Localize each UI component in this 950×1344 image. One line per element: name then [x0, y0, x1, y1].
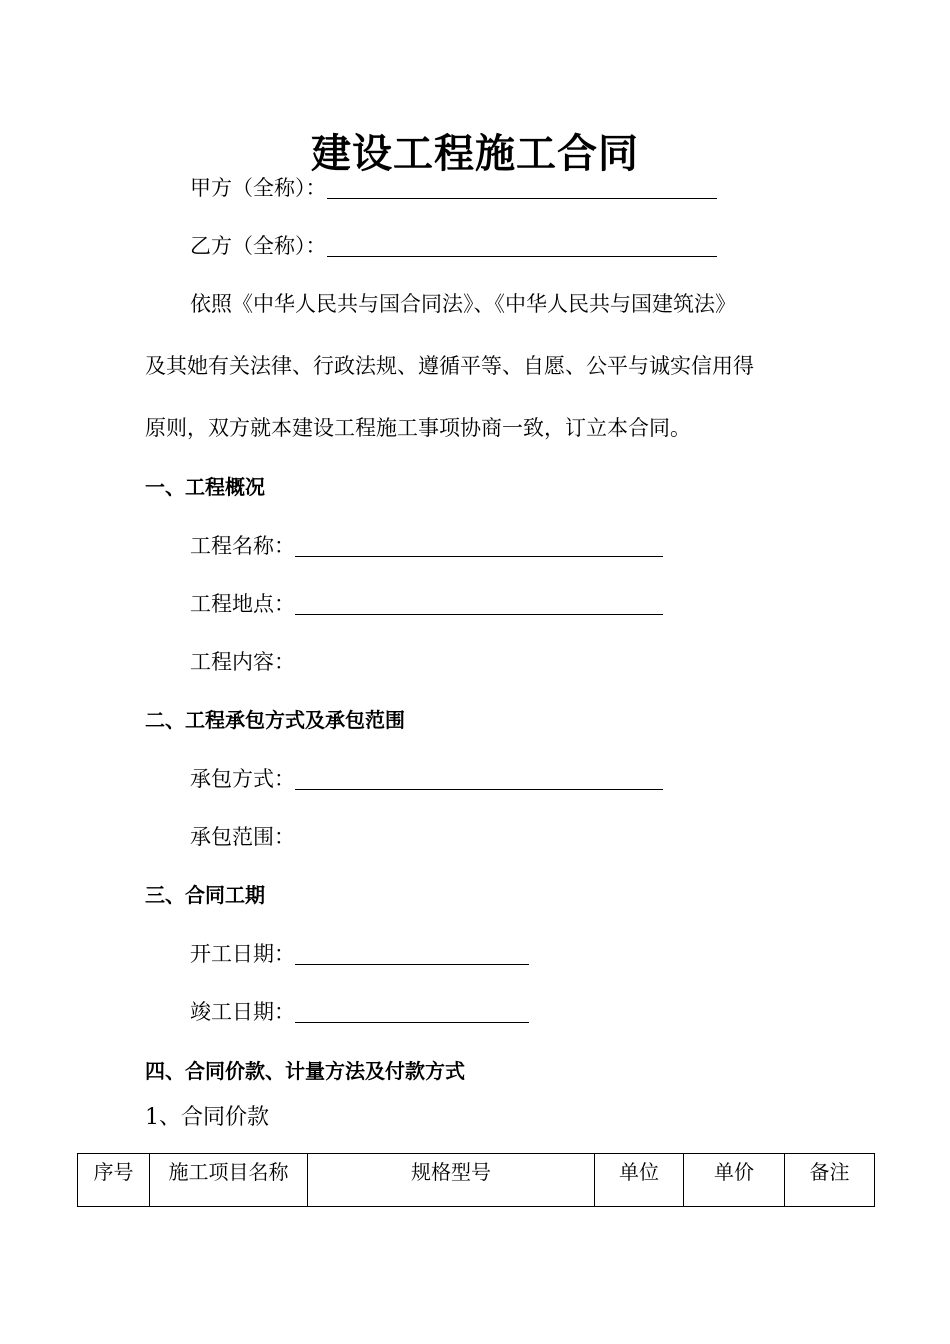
- end-date-line: [190, 997, 529, 1027]
- price-table: [77, 1153, 875, 1207]
- contract-method-label: 承包方式：: [190, 767, 295, 791]
- section3-heading: 三、合同工期: [145, 883, 265, 907]
- project-name-label: 工程名称：: [190, 534, 295, 558]
- end-date-label: 竣工日期：: [190, 1000, 295, 1024]
- party-a-line: [190, 173, 717, 203]
- section4-heading: 四、合同价款、计量方法及付款方式: [145, 1059, 465, 1083]
- section1-heading: 一、工程概况: [145, 475, 265, 499]
- start-date-blank[interactable]: [295, 942, 529, 965]
- col-header-remarks: 备注: [785, 1154, 875, 1207]
- party-a-label: 甲方（全称）：: [190, 176, 327, 200]
- col-header-index: 序号: [78, 1154, 150, 1207]
- table-header-row: [78, 1154, 875, 1207]
- party-b-label: 乙方（全称）：: [190, 234, 327, 258]
- project-name-line: [190, 531, 663, 561]
- intro-line-3: 原则，双方就本建设工程施工事项协商一致，订立本合同。: [145, 416, 691, 440]
- project-location-label: 工程地点：: [190, 592, 295, 616]
- contract-scope-label: 承包范围：: [190, 825, 295, 849]
- col-header-spec: 规格型号: [308, 1154, 595, 1207]
- intro-line-1: 依照《中华人民共与国合同法》、《中华人民共与国建筑法》: [190, 292, 736, 316]
- start-date-label: 开工日期：: [190, 942, 295, 966]
- project-name-blank[interactable]: [295, 534, 663, 557]
- party-b-blank[interactable]: [327, 234, 717, 257]
- party-b-line: [190, 231, 717, 261]
- project-location-blank[interactable]: [295, 592, 663, 615]
- contract-method-line: [190, 764, 663, 794]
- col-header-item-name: 施工项目名称: [150, 1154, 308, 1207]
- project-location-line: [190, 589, 663, 619]
- intro-line-2: 及其她有关法律、行政法规、遵循平等、自愿、公平与诚实信用得: [145, 354, 754, 378]
- start-date-line: [190, 939, 529, 969]
- col-header-unit: 单位: [595, 1154, 684, 1207]
- section2-heading: 二、工程承包方式及承包范围: [145, 708, 405, 732]
- party-a-blank[interactable]: [327, 176, 717, 199]
- project-content-label: 工程内容：: [190, 650, 295, 674]
- col-header-unit-price: 单价: [684, 1154, 785, 1207]
- end-date-blank[interactable]: [295, 1000, 529, 1023]
- contract-method-blank[interactable]: [295, 767, 663, 790]
- document-title: 建设工程施工合同: [311, 131, 639, 177]
- contract-price-subheading: 1、合同价款: [145, 1105, 269, 1130]
